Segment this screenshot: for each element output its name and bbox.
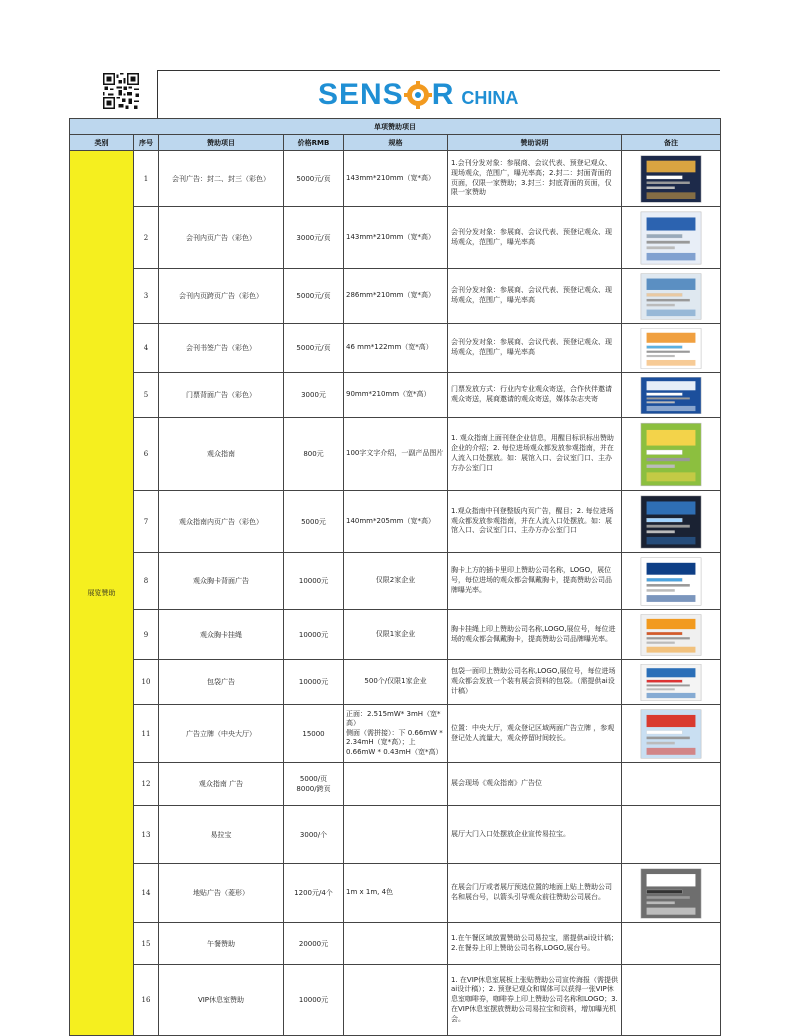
price-cell: 20000元 [284, 923, 344, 965]
note-cell [622, 151, 721, 207]
row-number: 13 [134, 806, 159, 864]
item-name: 会刊广告：封二、封三（彩色） [159, 151, 284, 207]
logo-text-china: CHINA [461, 87, 519, 108]
badge-image [624, 556, 718, 607]
col-header-desc: 赞助说明 [448, 135, 622, 151]
table-row [70, 923, 721, 965]
spec-cell: 正面：2.515mW* 3mH（宽*高） 侧面（需拼接）：下 0.66mW * 2.34mH（宽*高）；上 0.66mW * 0.43mH（宽*高） [344, 705, 448, 763]
spec-cell [344, 763, 448, 806]
price-cell: 10000元 [284, 553, 344, 610]
spec-cell: 143mm*210mm（宽*高） [344, 207, 448, 269]
sensor-china-logo [318, 78, 518, 112]
price-cell: 5000元 [284, 491, 344, 553]
row-number: 10 [134, 660, 159, 705]
item-name: 观众胸卡背面广告 [159, 553, 284, 610]
price-cell: 3000/个 [284, 806, 344, 864]
guide-ad-image [624, 494, 718, 550]
spec-cell: 143mm*210mm（宽*高） [344, 151, 448, 207]
item-name: 午餐赞助 [159, 923, 284, 965]
spec-cell: 100字文字介绍，一副产品图片 [344, 418, 448, 491]
item-name: 易拉宝 [159, 806, 284, 864]
visitor-guide-image [624, 421, 718, 488]
col-header-item: 赞助项目 [159, 135, 284, 151]
spec-cell: 仅限2家企业 [344, 553, 448, 610]
note-cell [622, 923, 721, 965]
table-row [70, 324, 721, 373]
table-row [70, 207, 721, 269]
lanyard-image [624, 613, 718, 657]
note-cell [622, 207, 721, 269]
qr-code-image [103, 73, 139, 109]
price-cell: 800元 [284, 418, 344, 491]
table-row [70, 660, 721, 705]
ticket-image [624, 376, 718, 415]
category-cell: 展览赞助 [70, 151, 134, 1036]
note-cell [622, 965, 721, 1036]
col-header-note: 备注 [622, 135, 721, 151]
table-row [70, 553, 721, 610]
description-cell: 1. 在VIP休息室展板上张贴赞助公司宣传海报（需提供ai设计稿）；2. 预登记观众和媒体可以获得一张VIP休息室咖啡券，咖啡券上印上赞助公司名称和LOGO；3.在VIP休息室摆放赞助公司易拉宝和资料，增加曝光机会。 [448, 965, 622, 1036]
row-number: 4 [134, 324, 159, 373]
gear-icon [404, 81, 432, 109]
item-name: 观众指南 广告 [159, 763, 284, 806]
description-cell: 1.观众指南中刊登整版内页广告，醒目；2. 每位进场观众都发放参观指南，并在人流入口处摆放。如：展馆入口、会议室门口、主办方办公室门口 [448, 491, 622, 553]
description-cell: 1.在午餐区域放置赞助公司易拉宝，需提供ai设计稿；2.在餐券上印上赞助公司名称,LOGO,展台号。 [448, 923, 622, 965]
row-number: 12 [134, 763, 159, 806]
note-cell [622, 610, 721, 660]
table-row [70, 864, 721, 923]
note-cell [622, 806, 721, 864]
row-number: 7 [134, 491, 159, 553]
description-cell: 在展会门厅或者展厅预选位置的地面上贴上赞助公司名和展台号，以箭头引导观众前往赞助公司展台。 [448, 864, 622, 923]
note-cell [622, 660, 721, 705]
spec-cell: 1m x 1m, 4色 [344, 864, 448, 923]
row-number: 3 [134, 269, 159, 324]
floor-sticker-image [624, 867, 718, 920]
price-cell: 5000元/页 [284, 324, 344, 373]
col-header-category: 类别 [70, 135, 134, 151]
logo-text-r: R [431, 78, 454, 111]
note-cell [622, 491, 721, 553]
item-name: 广告立牌（中央大厅） [159, 705, 284, 763]
item-name: 观众胸卡挂绳 [159, 610, 284, 660]
price-cell: 3000元 [284, 373, 344, 418]
table-row [70, 491, 721, 553]
table-header-row [70, 135, 721, 151]
spec-cell: 仅限1家企业 [344, 610, 448, 660]
spec-cell: 46 mm*122mm（宽*高） [344, 324, 448, 373]
description-cell: 展厅大门入口处摆放企业宣传易拉宝。 [448, 806, 622, 864]
item-name: 地贴广告（菱形） [159, 864, 284, 923]
item-name: 会刊内页广告（彩色） [159, 207, 284, 269]
row-number: 2 [134, 207, 159, 269]
table-row [70, 269, 721, 324]
item-name: 包袋广告 [159, 660, 284, 705]
col-header-price: 价格RMB [284, 135, 344, 151]
item-name: 观众指南内页广告（彩色） [159, 491, 284, 553]
note-cell [622, 864, 721, 923]
bookmark-image [624, 327, 718, 370]
table-row [70, 806, 721, 864]
price-cell: 10000元 [284, 610, 344, 660]
spread-ad-image [624, 272, 718, 321]
description-cell: 胸卡挂绳上印上赞助公司名称,LOGO,展位号，每位进场的观众都会佩戴胸卡，提高赞助公司品牌曝光率。 [448, 610, 622, 660]
table-title-row [70, 119, 721, 135]
spec-cell: 500个/仅限1家企业 [344, 660, 448, 705]
spec-cell: 286mm*210mm（宽*高） [344, 269, 448, 324]
note-cell [622, 373, 721, 418]
description-cell: 胸卡上方的插卡里印上赞助公司名称，LOGO，展位号，每位进场的观众都会佩戴胸卡，提高赞助公司品牌曝光率。 [448, 553, 622, 610]
table-title: 单项赞助项目 [70, 119, 721, 135]
price-cell: 5000元/页 [284, 269, 344, 324]
item-name: 门票背面广告（彩色） [159, 373, 284, 418]
item-name: 观众指南 [159, 418, 284, 491]
item-name: VIP休息室赞助 [159, 965, 284, 1036]
description-cell: 会刊分发对象：参展商、会议代表、预登记观众、现场观众，范围广，曝光率高 [448, 269, 622, 324]
row-number: 6 [134, 418, 159, 491]
item-name: 会刊内页跨页广告（彩色） [159, 269, 284, 324]
magazine-page-image [624, 210, 718, 266]
item-name: 会刊书签广告（彩色） [159, 324, 284, 373]
note-cell [622, 705, 721, 763]
description-cell: 门票发放方式：行业内专业观众寄送，合作伙伴邀请观众寄送，展商邀请的观众寄送，媒体杂志夹寄 [448, 373, 622, 418]
note-cell [622, 553, 721, 610]
table-row [70, 705, 721, 763]
price-cell: 5000/页 8000/跨页 [284, 763, 344, 806]
sponsorship-table [69, 118, 721, 1036]
price-cell: 15000 [284, 705, 344, 763]
description-cell: 1. 观众指南上面刊登企业信息，用醒目标识标出赞助企业的介绍；2. 每位进场观众都发放参观指南，并在人流入口处摆放。如：展馆入口、会议室门口、主办方办公室门口 [448, 418, 622, 491]
logo-text-sens: SENS [318, 78, 404, 111]
description-cell: 展会现场《观众指南》广告位 [448, 763, 622, 806]
row-number: 11 [134, 705, 159, 763]
spec-cell [344, 965, 448, 1036]
table-row [70, 763, 721, 806]
price-cell: 5000元/页 [284, 151, 344, 207]
col-header-spec: 规格 [344, 135, 448, 151]
col-header-no: 序号 [134, 135, 159, 151]
row-number: 16 [134, 965, 159, 1036]
price-cell: 10000元 [284, 965, 344, 1036]
description-cell: 会刊分发对象：参展商、会议代表、预登记观众、现场观众，范围广，曝光率高 [448, 324, 622, 373]
standee-image [624, 708, 718, 760]
table-row [70, 418, 721, 491]
row-number: 8 [134, 553, 159, 610]
row-number: 14 [134, 864, 159, 923]
table-row [70, 965, 721, 1036]
note-cell [622, 269, 721, 324]
magazine-cover-image [624, 154, 718, 204]
note-cell [622, 324, 721, 373]
row-number: 9 [134, 610, 159, 660]
spec-cell [344, 806, 448, 864]
table-row [70, 151, 721, 207]
description-cell: 位置：中央大厅，观众登记区域两面广告立牌 ，参观登记处人流量大，观众停留时间较长。 [448, 705, 622, 763]
spec-cell [344, 923, 448, 965]
price-cell: 1200元/4个 [284, 864, 344, 923]
note-cell [622, 418, 721, 491]
description-cell: 会刊分发对象：参展商、会议代表、预登记观众、现场观众，范围广，曝光率高 [448, 207, 622, 269]
row-number: 1 [134, 151, 159, 207]
table-row [70, 610, 721, 660]
row-number: 5 [134, 373, 159, 418]
description-cell: 1.会刊分发对象：参展商、会议代表、预登记观众、现场观众，范围广，曝光率高；2.封二：封面背面的页面，仅限一家赞助；3.封三：封底背面的页面，仅限一家赞助 [448, 151, 622, 207]
description-cell: 包袋一面印上赞助公司名称,LOGO,展位号，每位进场观众都会发放一个装有展会资料的包袋。（需提供ai设计稿） [448, 660, 622, 705]
spec-cell: 140mm*205mm（宽*高） [344, 491, 448, 553]
price-cell: 10000元 [284, 660, 344, 705]
spec-cell: 90mm*210mm（宽*高） [344, 373, 448, 418]
table-row [70, 373, 721, 418]
note-cell [622, 763, 721, 806]
row-number: 15 [134, 923, 159, 965]
price-cell: 3000元/页 [284, 207, 344, 269]
bag-image [624, 663, 718, 702]
